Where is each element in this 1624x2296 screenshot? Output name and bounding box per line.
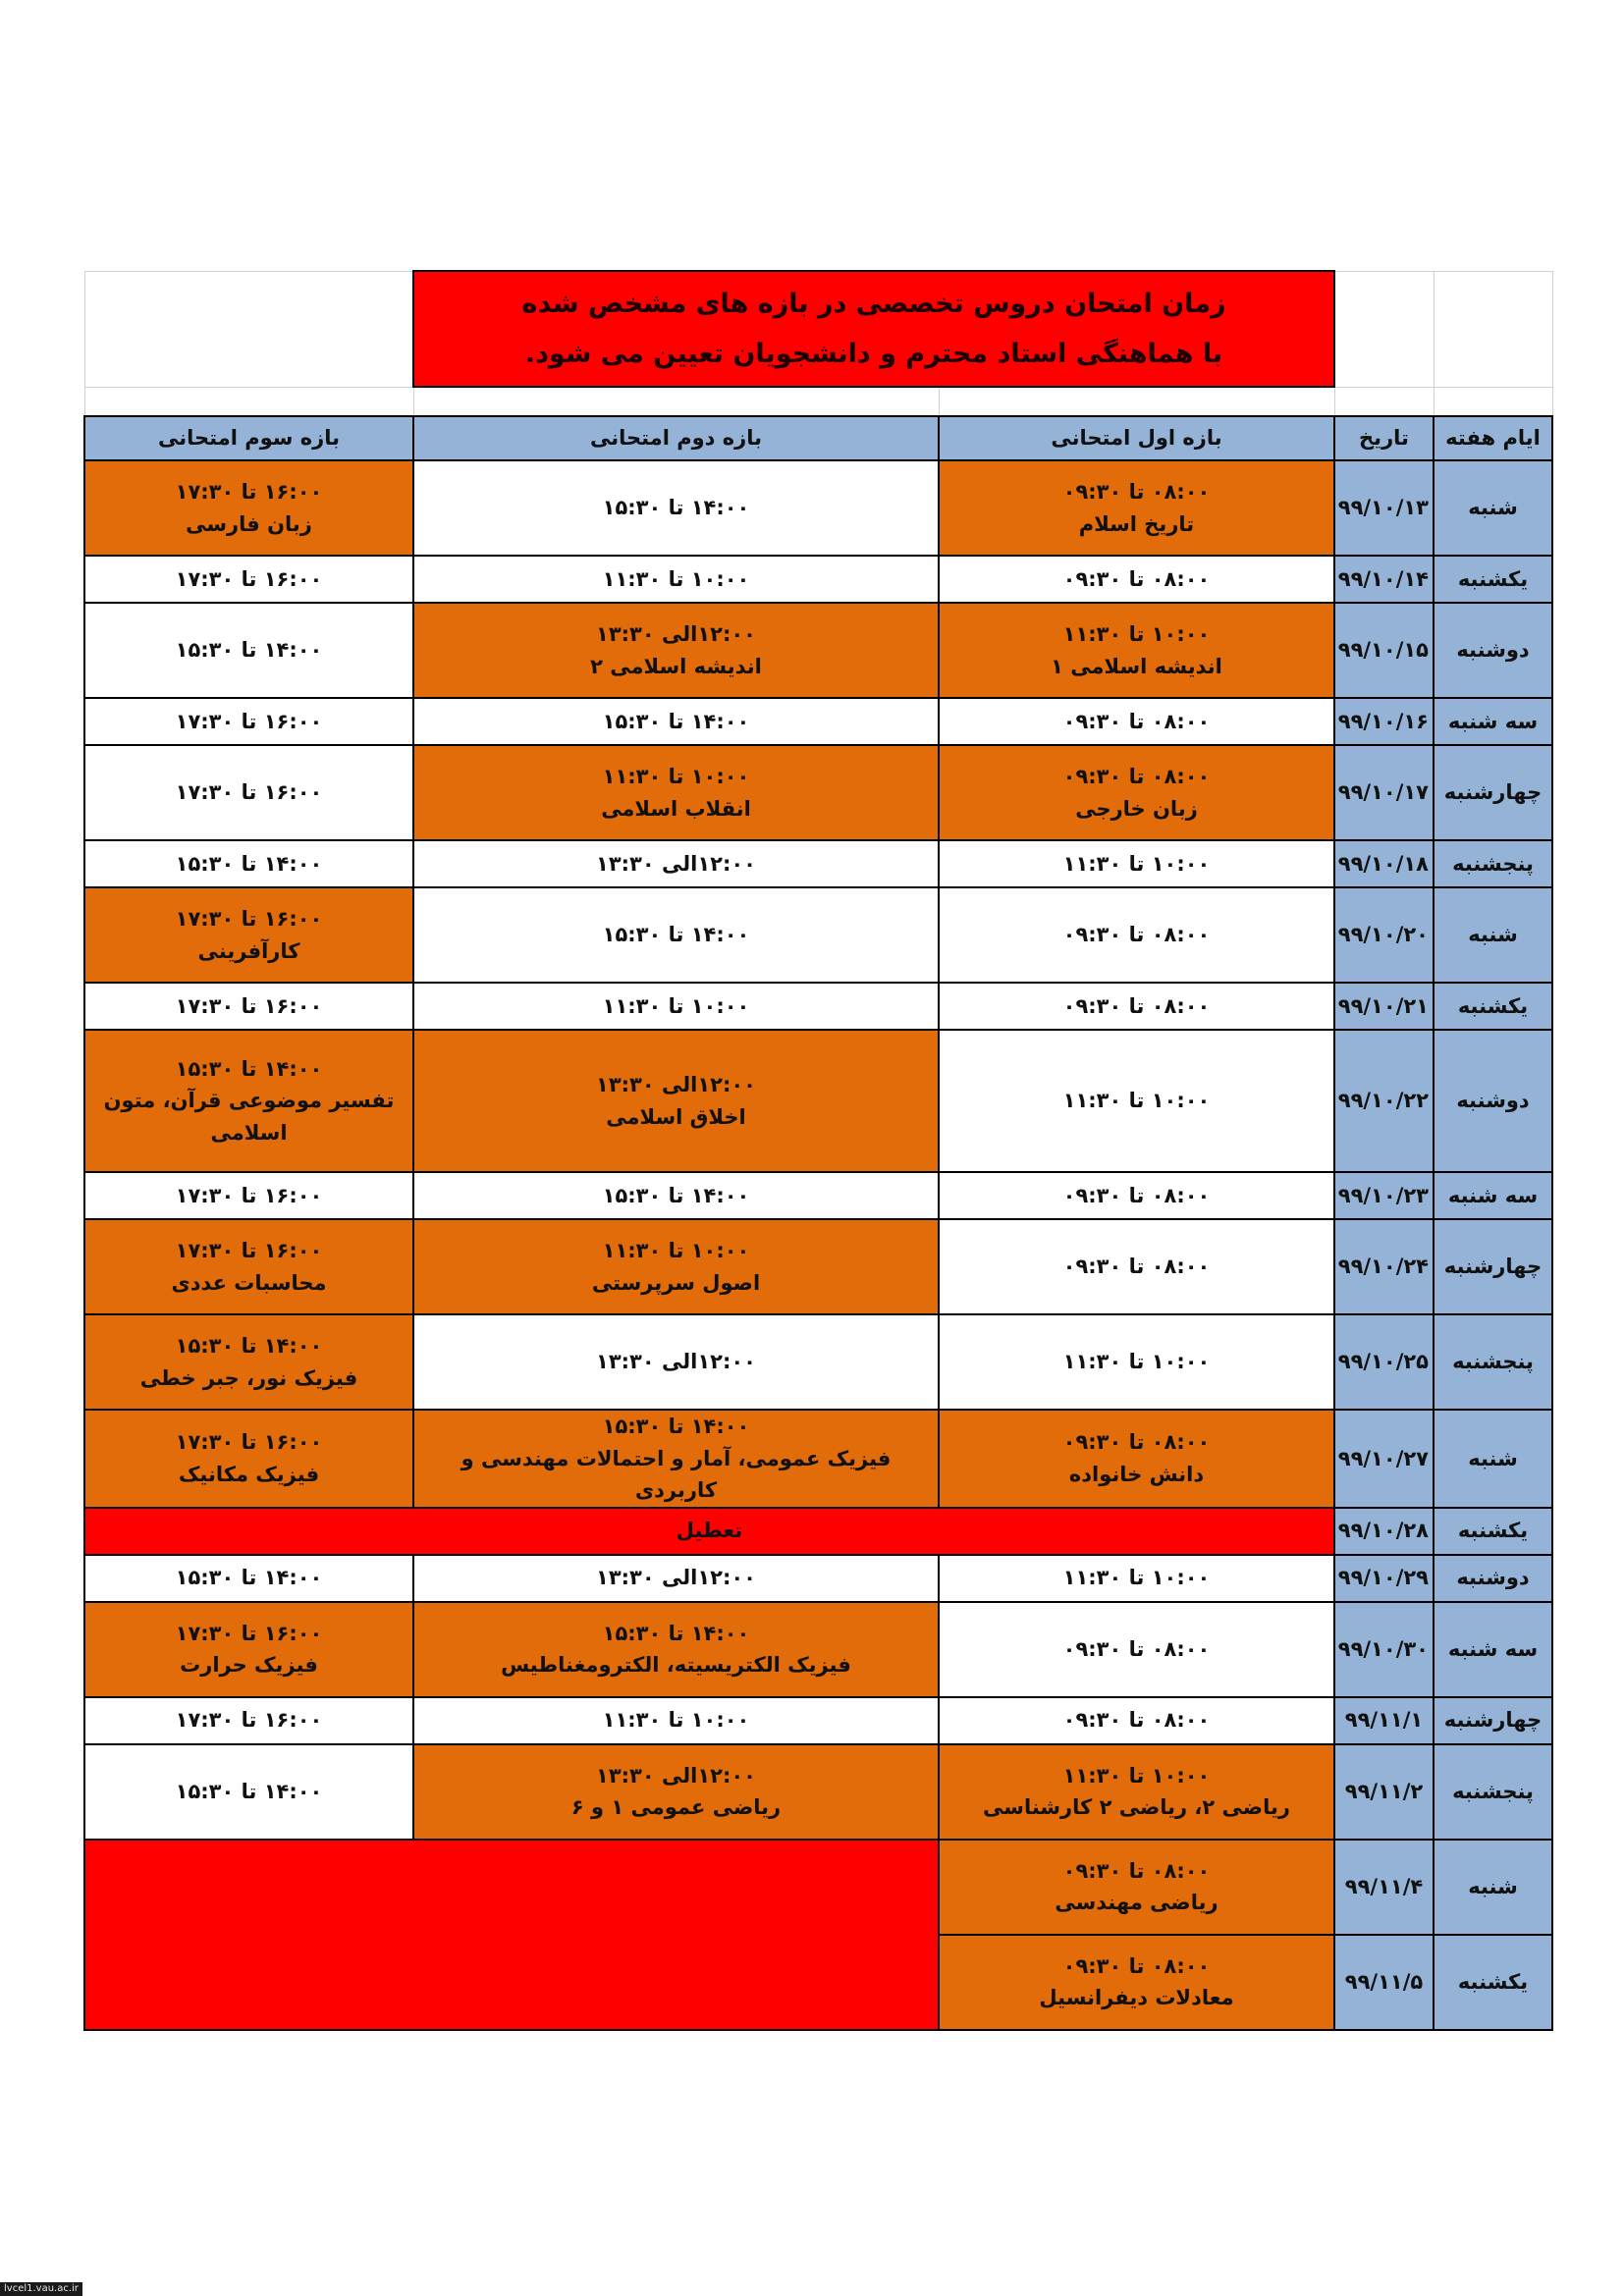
exam-time: ۰۸:۰۰ تا ۰۹:۳۰ [1062,1858,1211,1883]
day-cell: پنجشنبه [1434,1314,1552,1410]
exam-time: ۱۲:۰۰الی ۱۳:۳۰ [596,851,756,876]
slot-1-cell [939,1030,1334,1172]
slot-1-cell [939,1410,1334,1508]
day-cell: چهارشنبه [1434,1697,1552,1744]
exam-time: ۱۰:۰۰ تا ۱۱:۳۰ [1062,621,1211,646]
exam-time: ۱۴:۰۰ تا ۱۵:۳۰ [602,1621,750,1645]
slot-3-cell [84,1744,413,1840]
exam-time: ۰۸:۰۰ تا ۰۹:۳۰ [1062,1183,1211,1207]
exam-time: ۱۴:۰۰ تا ۱۵:۳۰ [602,496,750,520]
slot-1-cell [939,460,1334,556]
exam-time: ۱۴:۰۰ تا ۱۵:۳۰ [602,709,750,733]
exam-time: ۱۴:۰۰ تا ۱۵:۳۰ [175,1056,323,1081]
day-cell: یکشنبه [1434,1508,1552,1555]
slot-3-cell [84,1555,413,1602]
slot-1-cell [939,840,1334,887]
exam-time: ۰۸:۰۰ تا ۰۹:۳۰ [1062,764,1211,788]
exam-time: ۱۴:۰۰ تا ۱۵:۳۰ [175,851,323,876]
exam-time: ۱۰:۰۰ تا ۱۱:۳۰ [1062,1566,1211,1590]
slot-3-cell [84,1697,413,1744]
footer-url: lvcel1.vau.ac.ir [0,2282,82,2296]
date-cell: ۹۹/۱۱/۱ [1334,1697,1434,1744]
exam-time: ۱۶:۰۰ تا ۱۷:۳۰ [175,566,323,591]
exam-time: ۱۲:۰۰الی ۱۳:۳۰ [596,621,756,646]
date-cell: ۹۹/۱۰/۲۳ [1334,1172,1434,1219]
slot-1-cell [939,1744,1334,1840]
exam-time: ۱۶:۰۰ تا ۱۷:۳۰ [175,1708,323,1733]
exam-time: ۱۶:۰۰ تا ۱۷:۳۰ [175,709,323,733]
exam-time: ۱۶:۰۰ تا ۱۷:۳۰ [175,906,323,931]
slot-2-cell [413,1410,939,1508]
table-row [84,460,1552,556]
day-cell: شنبه [1434,460,1552,556]
notice-banner [413,271,1334,387]
course-name: اندیشه اسلامی ۱ [1051,654,1222,678]
exam-time: ۱۴:۰۰ تا ۱۵:۳۰ [175,1779,323,1803]
date-cell: ۹۹/۱۰/۳۰ [1334,1602,1434,1697]
slot-2-cell [413,887,939,983]
table-row [84,1555,1552,1602]
exam-time: ۱۶:۰۰ تا ۱۷:۳۰ [175,479,323,504]
exam-time: ۱۰:۰۰ تا ۱۱:۳۰ [602,993,750,1018]
date-cell: ۹۹/۱۱/۵ [1334,1935,1434,2030]
slot-3-cell [84,698,413,745]
table-row [84,1172,1552,1219]
exam-time: ۱۲:۰۰الی ۱۳:۳۰ [596,1566,756,1590]
day-cell: دوشنبه [1434,603,1552,698]
slot-2-cell [413,1219,939,1314]
course-name: اخلاق اسلامی [606,1104,746,1129]
header-date: تاریخ [1334,416,1434,460]
table-row [84,745,1552,840]
exam-time: ۰۸:۰۰ تا ۰۹:۳۰ [1062,1636,1211,1661]
exam-time: ۰۸:۰۰ تا ۰۹:۳۰ [1062,479,1211,504]
notice-line-2: با هماهنگی استاد محترم و دانشجویان تعیین می شود. [524,339,1223,369]
day-cell: پنجشنبه [1434,840,1552,887]
date-cell: ۹۹/۱۰/۲۲ [1334,1030,1434,1172]
slot-2-cell [413,556,939,603]
header-day: ایام هفته [1434,416,1552,460]
exam-time: ۱۰:۰۰ تا ۱۱:۳۰ [602,764,750,788]
course-name: تاریخ اسلام [1078,511,1195,536]
date-cell: ۹۹/۱۰/۲۸ [1334,1508,1434,1555]
slot-3-cell [84,1219,413,1314]
day-cell: چهارشنبه [1434,745,1552,840]
exam-time: ۱۴:۰۰ تا ۱۵:۳۰ [602,923,750,947]
table-row [84,1314,1552,1410]
day-cell: پنجشنبه [1434,1744,1552,1840]
date-cell: ۹۹/۱۰/۲۴ [1334,1219,1434,1314]
date-cell: ۹۹/۱۰/۲۱ [1334,983,1434,1030]
day-cell: شنبه [1434,887,1552,983]
day-cell: سه شنبه [1434,1172,1552,1219]
table-row [84,1744,1552,1840]
exam-time: ۱۴:۰۰ تا ۱۵:۳۰ [175,1333,323,1358]
slot-3-cell [84,745,413,840]
slot-3-cell [84,1602,413,1697]
table-row [84,1219,1552,1314]
table-row [84,887,1552,983]
date-cell: ۹۹/۱۰/۲۵ [1334,1314,1434,1410]
table-row [84,840,1552,887]
slot-3-cell [84,1314,413,1410]
slot-1-cell [939,983,1334,1030]
slot-3-cell [84,556,413,603]
date-cell: ۹۹/۱۰/۱۸ [1334,840,1434,887]
course-name: کارآفرینی [197,938,300,963]
slot-2-cell [413,983,939,1030]
slot-3-cell [84,840,413,887]
exam-time: ۰۸:۰۰ تا ۰۹:۳۰ [1062,993,1211,1018]
slot-1-cell [939,1602,1334,1697]
exam-time: ۱۶:۰۰ تا ۱۷:۳۰ [175,993,323,1018]
date-cell: ۹۹/۱۰/۲۹ [1334,1555,1434,1602]
slot-3-cell [84,603,413,698]
course-name: تفسیر موضوعی قرآن، متون اسلامی [103,1089,395,1145]
day-cell: چهارشنبه [1434,1219,1552,1314]
slot-2-cell [413,603,939,698]
slot-3-cell [84,1030,413,1172]
table-row [84,1508,1552,1555]
slot-3-cell [84,887,413,983]
course-name: زبان فارسی [186,511,312,536]
day-cell: دوشنبه [1434,1555,1552,1602]
date-cell: ۹۹/۱۱/۴ [1334,1840,1434,1935]
day-cell: یکشنبه [1434,1935,1552,2030]
course-name: محاسبات عددی [171,1270,327,1295]
slot-2-cell [413,745,939,840]
slot-3-cell [84,983,413,1030]
slot-3-cell [84,1172,413,1219]
slot-1-cell [939,603,1334,698]
slot-1-cell [939,1840,1334,1935]
slot-2-cell [413,1555,939,1602]
exam-time: ۱۶:۰۰ تا ۱۷:۳۰ [175,780,323,805]
exam-time: ۱۴:۰۰ تا ۱۵:۳۰ [175,638,323,663]
slot-2-cell [413,1697,939,1744]
slot-1-cell [939,887,1334,983]
exam-time: ۱۶:۰۰ تا ۱۷:۳۰ [175,1238,323,1262]
course-name: اصول سرپرستی [591,1270,761,1295]
day-cell: سه شنبه [1434,698,1552,745]
course-name: فیزیک حرارت [180,1653,318,1678]
table-row [84,556,1552,603]
date-cell: ۹۹/۱۱/۲ [1334,1744,1434,1840]
blank-cell [84,271,413,387]
notice-line-1: زمان امتحان دروس تخصصی در بازه های مشخص شده [521,288,1226,319]
exam-time: ۱۴:۰۰ تا ۱۵:۳۰ [602,1183,750,1207]
exam-time: ۱۰:۰۰ تا ۱۱:۳۰ [1062,1089,1211,1113]
blank-cell [1434,271,1552,387]
slot-2-cell [413,1602,939,1697]
header-row [84,416,1552,460]
date-cell: ۹۹/۱۰/۲۷ [1334,1410,1434,1508]
table-row [84,1697,1552,1744]
course-name: فیزیک الکتریسیته، الکترومغناطیس [501,1653,851,1678]
course-name: ریاضی عمومی ۱ و ۶ [570,1795,782,1820]
exam-time: ۰۸:۰۰ تا ۰۹:۳۰ [1062,566,1211,591]
slot-2-cell [413,840,939,887]
exam-time: ۱۲:۰۰الی ۱۳:۳۰ [596,1350,756,1374]
slot-3-cell [84,1410,413,1508]
day-cell: دوشنبه [1434,1030,1552,1172]
exam-time: ۰۸:۰۰ تا ۰۹:۳۰ [1062,709,1211,733]
slot-1-cell [939,1935,1334,2030]
course-name: فیزیک مکانیک [178,1462,320,1486]
slot-2-cell [413,1314,939,1410]
exam-time: ۰۸:۰۰ تا ۰۹:۳۰ [1062,1708,1211,1733]
day-cell: شنبه [1434,1410,1552,1508]
exam-time: ۱۰:۰۰ تا ۱۱:۳۰ [1062,1350,1211,1374]
slot-1-cell [939,1555,1334,1602]
course-name: فیزیک عمومی، آمار و احتمالات مهندسی و کاربردی [460,1446,892,1503]
course-name: انقلاب اسلامی [601,796,751,821]
slot-1-cell [939,1172,1334,1219]
day-cell: شنبه [1434,1840,1552,1935]
table-row [84,1840,1552,1935]
slot-2-cell [413,698,939,745]
date-cell: ۹۹/۱۰/۱۳ [1334,460,1434,556]
slot-2-cell [413,1172,939,1219]
exam-time: ۱۲:۰۰الی ۱۳:۳۰ [596,1072,756,1096]
course-name: فیزیک نور، جبر خطی [139,1365,358,1390]
exam-time: ۱۶:۰۰ تا ۱۷:۳۰ [175,1430,323,1455]
course-name: معادلات دیفرانسیل [1039,1986,1234,2010]
blocked-cell [84,1840,939,2030]
slot-1-cell [939,698,1334,745]
blank-cell [1334,271,1434,387]
exam-time: ۰۸:۰۰ تا ۰۹:۳۰ [1062,1255,1211,1279]
exam-time: ۱۴:۰۰ تا ۱۵:۳۰ [602,1415,750,1438]
slot-2-cell [413,460,939,556]
exam-time: ۰۸:۰۰ تا ۰۹:۳۰ [1062,1430,1211,1455]
table-row [84,1030,1552,1172]
header-slot-1: بازه اول امتحانی [939,416,1334,460]
exam-time: ۱۴:۰۰ تا ۱۵:۳۰ [175,1566,323,1590]
exam-time: ۱۰:۰۰ تا ۱۱:۳۰ [1062,851,1211,876]
day-cell: یکشنبه [1434,983,1552,1030]
date-cell: ۹۹/۱۰/۱۷ [1334,745,1434,840]
course-name: دانش خانواده [1068,1462,1205,1486]
holiday-cell: تعطیل [84,1508,1334,1555]
day-cell: سه شنبه [1434,1602,1552,1697]
date-cell: ۹۹/۱۰/۲۰ [1334,887,1434,983]
exam-time: ۰۸:۰۰ تا ۰۹:۳۰ [1062,923,1211,947]
course-name: ریاضی ۲، ریاضی ۲ کارشناسی [983,1795,1290,1820]
slot-2-cell [413,1744,939,1840]
exam-time: ۱۶:۰۰ تا ۱۷:۳۰ [175,1183,323,1207]
course-name: زبان خارجی [1075,796,1198,821]
exam-schedule-table [83,270,1553,2031]
exam-time: ۱۶:۰۰ تا ۱۷:۳۰ [175,1621,323,1645]
date-cell: ۹۹/۱۰/۱۶ [1334,698,1434,745]
header-slot-2: بازه دوم امتحانی [413,416,939,460]
exam-time: ۱۰:۰۰ تا ۱۱:۳۰ [602,566,750,591]
table-row [84,603,1552,698]
exam-time: ۰۸:۰۰ تا ۰۹:۳۰ [1062,1953,1211,1978]
header-slot-3: بازه سوم امتحانی [84,416,413,460]
table-row [84,1410,1552,1508]
course-name: ریاضی مهندسی [1055,1891,1218,1915]
slot-1-cell [939,1219,1334,1314]
exam-time: ۱۲:۰۰الی ۱۳:۳۰ [596,1763,756,1788]
slot-1-cell [939,1697,1334,1744]
exam-time: ۱۰:۰۰ تا ۱۱:۳۰ [1062,1763,1211,1788]
slot-1-cell [939,556,1334,603]
day-cell: یکشنبه [1434,556,1552,603]
exam-time: ۱۰:۰۰ تا ۱۱:۳۰ [602,1708,750,1733]
table-row [84,698,1552,745]
slot-1-cell [939,1314,1334,1410]
table-row [84,1602,1552,1697]
date-cell: ۹۹/۱۰/۱۵ [1334,603,1434,698]
exam-time: ۱۰:۰۰ تا ۱۱:۳۰ [602,1238,750,1262]
date-cell: ۹۹/۱۰/۱۴ [1334,556,1434,603]
table-row [84,983,1552,1030]
slot-3-cell [84,460,413,556]
slot-2-cell [413,1030,939,1172]
course-name: اندیشه اسلامی ۲ [590,654,762,678]
slot-1-cell [939,745,1334,840]
